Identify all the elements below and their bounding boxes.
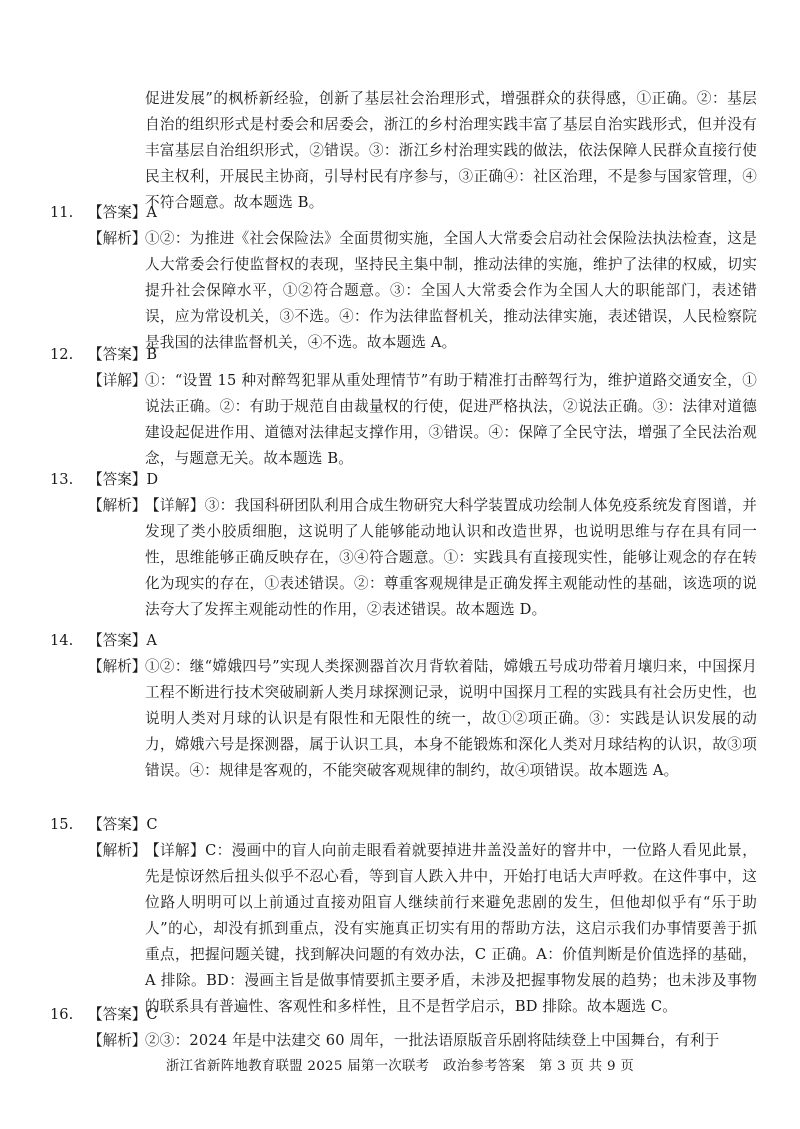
question-number: 16. <box>50 1006 74 1023</box>
explanation-label: 【解析】 <box>88 230 147 247</box>
explanation-label: 【解析】 <box>88 842 147 859</box>
question-number: 15. <box>50 816 74 833</box>
answer-label: 【答案】B <box>88 346 158 363</box>
explanation-label: 【解析】 <box>88 497 147 514</box>
answer-label: 【答案】D <box>88 471 159 488</box>
explanation-text: 【详解】C：漫画中的盲人向前走眼看着就要掉进井盖没盖好的窨井中，一位路人看见此景，先是惊讶然后扭头似乎不忍心看，等到盲人跌入井中，开始打电话大声呼救。在这件事中，这位路人明明可以上前通过直接劝阻盲人继续前行来避免悲剧的发生，但他却似乎有“乐于助人”的心，却没有抓到重点，没有实施真正切实有用的帮助方法，这启示我们办事情要善于抓重点，把握问题关键，找到解决问题的有效办法，C 正确。A：价值判断是价值选择的基础，A 排除。BD：漫画主旨是做事情要抓主要矛盾，未涉及把握事物发展的趋势；也未涉及事物的联系具有普遍性、客观性和多样性，且不是哲学启示，BD 排除。故本题选 C。 <box>145 842 757 1015</box>
question-number: 11. <box>50 204 74 221</box>
explanation-label: 【详解】 <box>88 372 147 389</box>
answer-label: 【答案】A <box>88 204 157 221</box>
explanation-text: 【详解】③：我国科研团队利用合成生物研究大科学装置成功绘制人体免疫系统发育图谱，并发现了类小胶质细胞，这说明了人能够能动地认识和改造世界，也说明思维与存在具有同一性，思维能够正确反映存在，③④符合题意。①：实践具有直接现实性，能够让观念的存在转化为现实的存在，①表述错误。②：尊重客观规律是正确发挥主观能动性的基础，该选项的说法夸大了发挥主观能动性的作用，②表述错误。故本题选 D。 <box>145 497 757 618</box>
explanation-text: ①：“设置 15 种对醉驾犯罪从重处理情节”有助于精准打击醉驾行为，维护道路交通安全，①说法正确。②：有助于规范自由裁量权的行使，促进严格执法，②说法正确。③：法律对道德建设起促进作用、道德对法律起支撑作用，③错误。④：保障了全民守法，增强了全民法治观念，与题意无关。故本题选 B。 <box>145 372 757 467</box>
answer-label: 【答案】C <box>88 1006 158 1023</box>
intro-paragraph: 促进发展”的枫桥新经验，创新了基层社会治理形式，增强群众的获得感，①正确。②：基层自治的组织形式是村委会和居委会，浙江的乡村治理实践丰富了基层自治实践形式，但并没有丰富基层自治组织形式，②错误。③：浙江乡村治理实践的做法，依法保障人民群众直接行使民主权利，开展民主协商，引导村民有序参与，③正确④：社区治理，不是参与国家管理，④不符合题意。故本题选 B。 <box>145 90 757 211</box>
answer-label: 【答案】A <box>88 632 157 649</box>
explanation-label: 【解析】 <box>88 658 147 675</box>
explanation-label: 【解析】 <box>88 1032 147 1049</box>
question-number: 14. <box>50 632 74 649</box>
answer-label: 【答案】C <box>88 816 158 833</box>
explanation-text: ①②：继“嫦娥四号”实现人类探测器首次月背软着陆，嫦娥五号成功带着月壤归来，中国探月工程不断进行技术突破刷新人类月球探测记录，说明中国探月工程的实践具有社会历史性，也说明人类对月球的认识是有限性和无限性的统一，故①②项正确。③：实践是认识发展的动力，嫦娥六号是探测器，属于认识工具，本身不能锻炼和深化人类对月球结构的认识，故③项错误。④：规律是客观的，不能突破客观规律的制约，故④项错误。故本题选 A。 <box>145 658 757 779</box>
explanation-text: ①②：为推进《社会保险法》全面贯彻实施，全国人大常委会启动社会保险法执法检查，这是人大常委会行使监督权的表现，坚持民主集中制，推动法律的实施，维护了法律的权威，切实提升社会保障水平，①②符合题意。③：全国人大常委会作为全国人大的职能部门，表述错误，应为常设机关，③不选。④：作为法律监督机关，推动法律实施，表述错误，人民检察院是我国的法律监督机关，④不选。故本题选 A。 <box>145 230 757 351</box>
page-footer: 浙江省新阵地教育联盟 2025 届第一次联考 政治参考答案 第 3 页 共 9 页 <box>165 1059 635 1074</box>
explanation-text: ②③：2024 年是中法建交 60 周年，一批法语原版音乐剧将陆续登上中国舞台，有利于 <box>145 1032 720 1049</box>
question-number: 13. <box>50 471 74 488</box>
question-number: 12. <box>50 346 74 363</box>
